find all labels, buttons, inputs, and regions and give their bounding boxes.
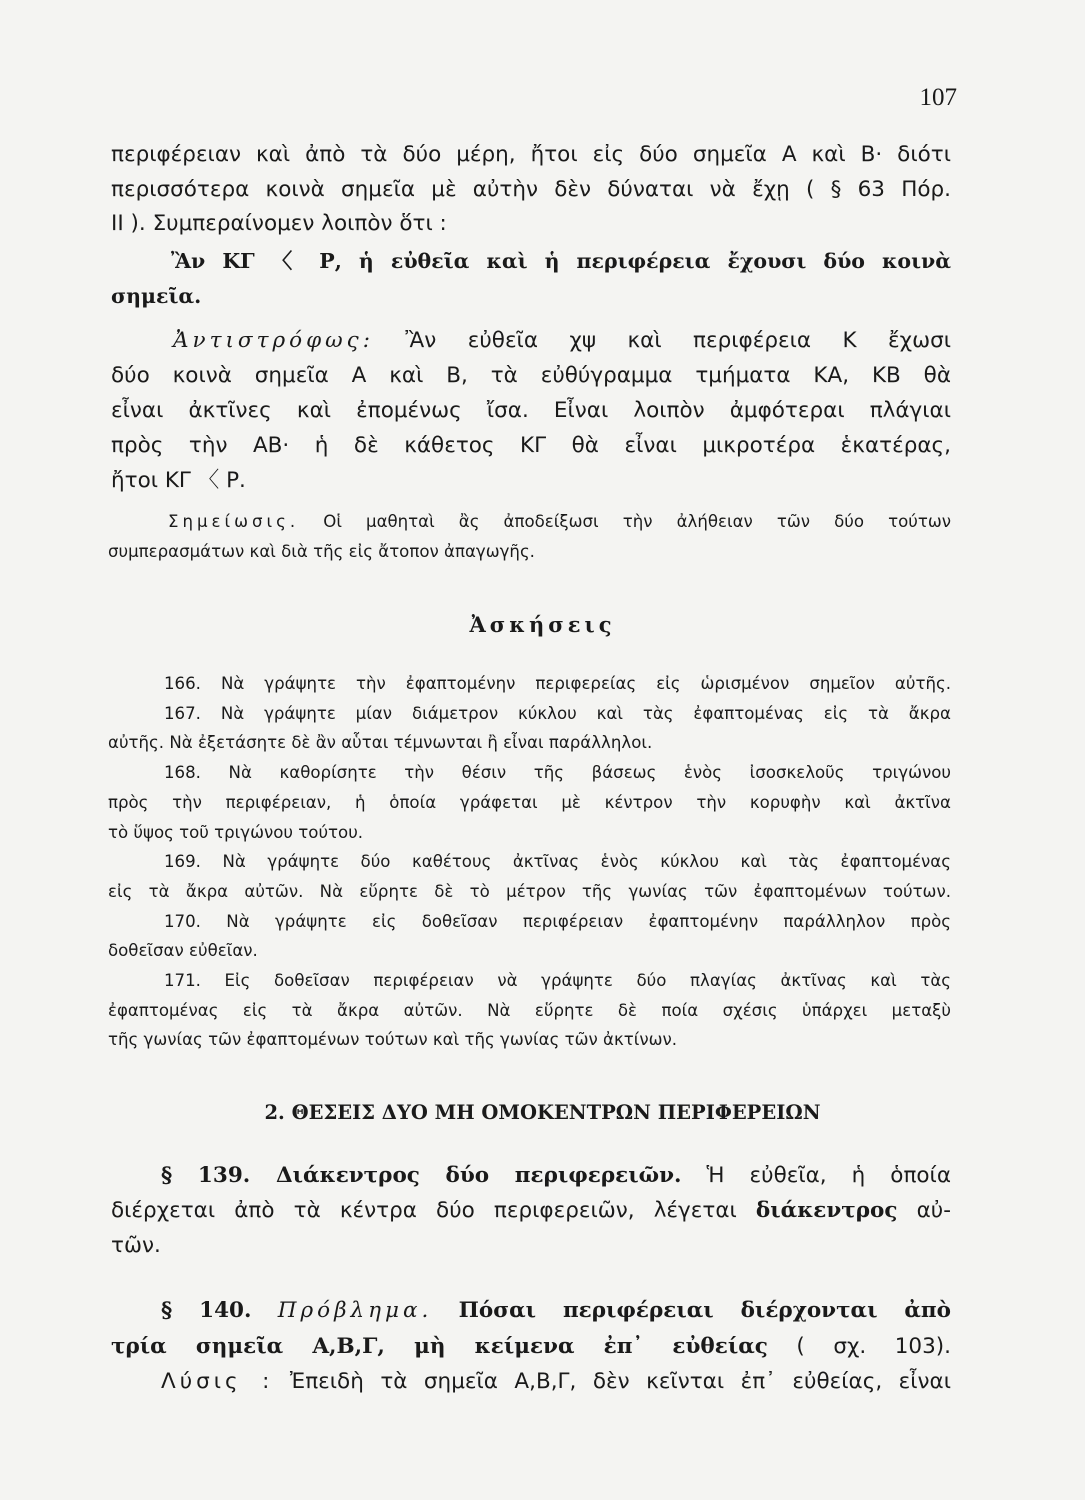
text-line: τῆς γωνίας τῶν ἐφαπτομένων τούτων καὶ τῆς γωνίας τῶν ἀκτίνων. [108,1030,678,1050]
text-line: τρία σημεῖα Α,Β,Γ, μὴ κείμενα ἐπ᾽ εὐθείας [111,1333,768,1359]
text-line: σημεῖα. [111,283,202,308]
exercise-170: 170. Νὰ γράψητε εἰς δοθεῖσαν περιφέρειαν ἐφαπτομένην παράλληλον πρὸς [164,911,951,931]
text-line: πρὸς τὴν ΑΒ· ἡ δὲ κάθετος ΚΓ θὰ εἶναι μικροτέρα ἑκατέρας, [111,433,951,458]
text-line: τῶν. [111,1233,161,1258]
section-140-number: § 140. [161,1298,252,1323]
section-139-heading: § 139. Διάκεντρος δύο περιφερειῶν. [161,1163,682,1188]
text-line: αὐ- [916,1198,951,1223]
text-line: εἰς τὰ ἄκρα αὐτῶν. Νὰ εὕρητε δὲ τὸ μέτρον τῆς γωνίας τῶν ἐφαπτομένων τούτων. [108,881,951,901]
text-line: συμπερασμάτων καὶ διὰ τῆς εἰς ἄτοπον ἀπαγωγῆς. [108,542,535,561]
text-line: Ἂν εὐθεῖα χψ καὶ περιφέρεια Κ ἔχωσι [405,328,951,353]
text-line: εἶναι ἀκτῖνες καὶ ἐπομένως ἴσα. Εἶναι λοιπὸν ἀμφότεραι πλάγιαι [111,398,951,423]
text-line: περιφέρειαν καὶ ἀπὸ τὰ δύο μέρη, ἤτοι εἰς δύο σημεῖα Α καὶ Β· διότι [111,142,951,167]
text-line: πρὸς τὴν περιφέρειαν, ἡ ὁποία γράφεται μὲ κέντρον τὴν κορυφὴν καὶ ἀκτῖνα [108,792,951,812]
term-diakentros: διάκεντρος [755,1198,898,1223]
exercise-167: 167. Νὰ γράψητε μίαν διάμετρον κύκλου καὶ τὰς ἐφαπτομένας εἰς τὰ ἄκρα [164,703,951,723]
text-line: Οἱ μαθηταὶ ἂς ἀποδείξωσι τὴν ἀλήθειαν τῶν δύο τούτων [323,512,951,531]
exercise-168: 168. Νὰ καθορίσητε τὴν θέσιν τῆς βάσεως ἑνὸς ἰσοσκελοῦς τριγώνου [164,763,951,783]
exercise-166: 166. Νὰ γράψητε τὴν ἐφαπτομένην περιφερείας εἰς ὡρισμένον σημεῖον αὐτῆς. [164,674,951,693]
text-line: Πόσαι περιφέρειαι διέρχονται ἀπὸ [458,1298,952,1323]
text-line: δύο κοινὰ σημεῖα Α καὶ Β, τὰ εὐθύγραμμα τμήματα ΚΑ, ΚΒ θὰ [111,363,951,388]
text-line: Ἐπειδὴ τὰ σημεῖα Α,Β,Γ, δὲν κεῖνται ἐπ᾽ εὐθείας, εἶναι [289,1369,952,1394]
problem-label: Πρόβλημα. [277,1298,433,1323]
intro-paragraph [111,138,951,242]
text-line: τὸ ὕψος τοῦ τριγώνου τούτου. [108,822,364,842]
exercise-171: 171. Εἰς δοθεῖσαν περιφέρειαν νὰ γράψητε δύο πλαγίας ἀκτῖνας καὶ τὰς [164,971,951,991]
text-line: ἐφαπτομένας εἰς τὰ ἄκρα αὐτῶν. Νὰ εὕρητε δὲ ποία σχέσις ὑπάρχει μεταξὺ [108,1000,951,1020]
exercise-169: 169. Νὰ γράψητε δύο καθέτους ἀκτῖνας ἑνὸς κύκλου καὶ τὰς ἐφαπτομένας [164,852,951,872]
section-140 [111,1293,951,1400]
text-line: αὐτῆς. Νὰ ἐξετάσητε δὲ ἂν αὗται τέμνωνται ἢ εἶναι παράλληλοι. [108,733,653,753]
solution-label: Λύσις : [161,1369,274,1394]
exercises-list [108,669,951,1055]
text-line: Ἡ εὐθεῖα, ἡ ὁποία [706,1163,951,1188]
text-line: δοθεῖσαν εὐθεῖαν. [108,941,258,961]
exercises-heading: Ἀσκήσεις [469,612,616,637]
page-number: 107 [919,84,957,111]
section-heading: 2. ΘΕΣΕΙΣ ΔΥΟ ΜΗ ΟΜΟΚΕΝΤΡΩΝ ΠΕΡΙΦΕΡΕΙΩΝ [264,1101,821,1124]
section-139 [111,1158,951,1263]
text-line: ἤτοι ΚΓ 〈 Ρ. [111,468,246,493]
note-label: Σημείωσις. [168,512,300,531]
text-line: περισσότερα κοινὰ σημεῖα μὲ αὐτὴν δὲν δύναται νὰ ἔχῃ ( § 63 Πόρ. [111,176,951,202]
text-line: διέρχεται ἀπὸ τὰ κέντρα δύο περιφερειῶν, λέγεται [111,1198,737,1223]
converse-paragraph [111,323,951,498]
theorem-statement [111,244,951,313]
converse-label: Ἀντιστρόφως: [173,328,374,353]
text-line: Ἂν ΚΓ 〈 Ρ, ἡ εὐθεῖα καὶ ἡ περιφέρεια ἔχουσι δύο κοινὰ [171,249,951,273]
note-paragraph [108,507,951,567]
text-line: ΙΙ ). Συμπεραίνομεν λοιπὸν ὅτι : [111,211,447,236]
text-line: ( σχ. 103). [796,1333,952,1359]
